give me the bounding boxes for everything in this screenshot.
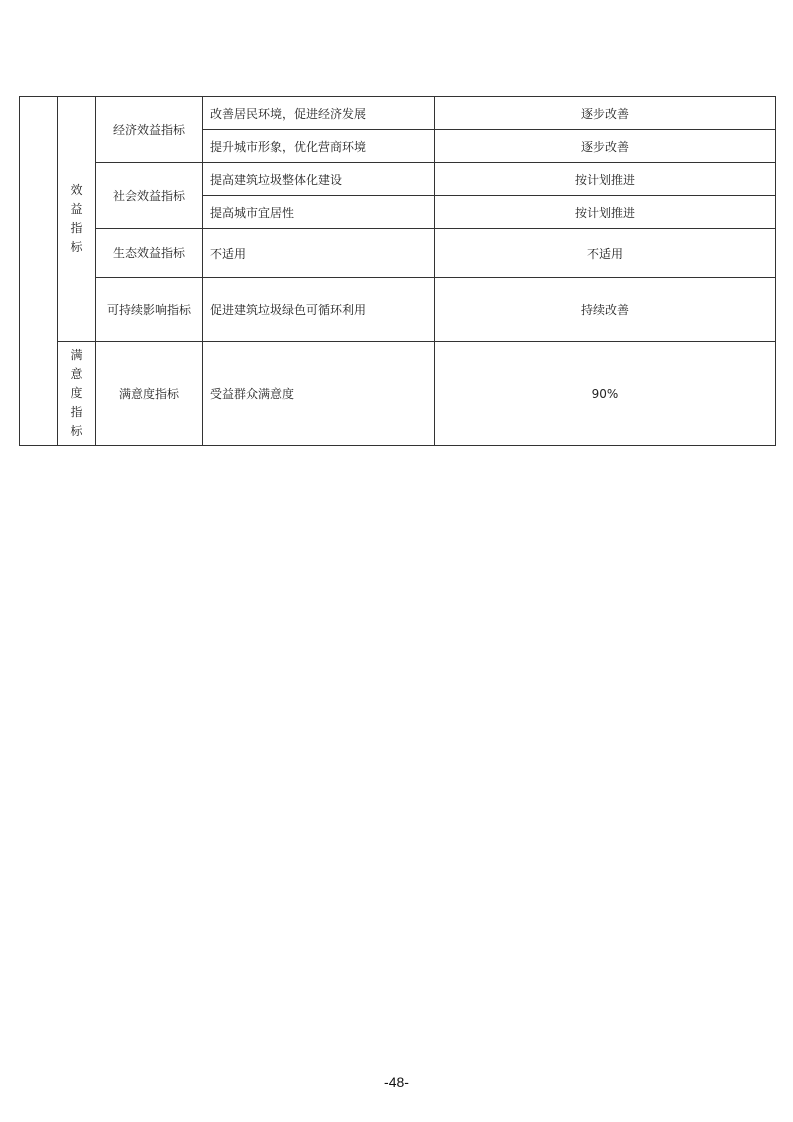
- indicator-cell: 受益群众满意度: [203, 342, 435, 446]
- value-cell: 持续改善: [435, 278, 776, 342]
- indicator-cell: 促进建筑垃圾绿色可循环利用: [203, 278, 435, 342]
- page-number: -48-: [384, 1074, 409, 1090]
- performance-indicator-table: [19, 96, 776, 446]
- table-row: [20, 342, 776, 446]
- value-cell: 按计划推进: [435, 163, 776, 196]
- indicator-cell: 提升城市形象，优化营商环境: [203, 130, 435, 163]
- indicator-cell: 提高建筑垃圾整体化建设: [203, 163, 435, 196]
- indicator-cell: 提高城市宜居性: [203, 196, 435, 229]
- value-cell: 按计划推进: [435, 196, 776, 229]
- subcategory-sustainable: 可持续影响指标: [96, 278, 203, 342]
- table-row: [20, 97, 776, 130]
- subcategory-satisfaction: 满意度指标: [96, 342, 203, 446]
- category-benefit: 效益指标: [58, 97, 96, 342]
- table-row: [20, 163, 776, 196]
- table-row: [20, 278, 776, 342]
- indicator-cell: 改善居民环境，促进经济发展: [203, 97, 435, 130]
- indicator-cell: 不适用: [203, 229, 435, 278]
- category-satisfaction: 满意度指标: [58, 342, 96, 446]
- outer-category-cell: [20, 97, 58, 446]
- value-cell: 逐步改善: [435, 97, 776, 130]
- table-row: [20, 229, 776, 278]
- value-cell: 逐步改善: [435, 130, 776, 163]
- value-cell: 90%: [435, 342, 776, 446]
- subcategory-economic: 经济效益指标: [96, 97, 203, 163]
- subcategory-ecological: 生态效益指标: [96, 229, 203, 278]
- subcategory-social: 社会效益指标: [96, 163, 203, 229]
- value-cell: 不适用: [435, 229, 776, 278]
